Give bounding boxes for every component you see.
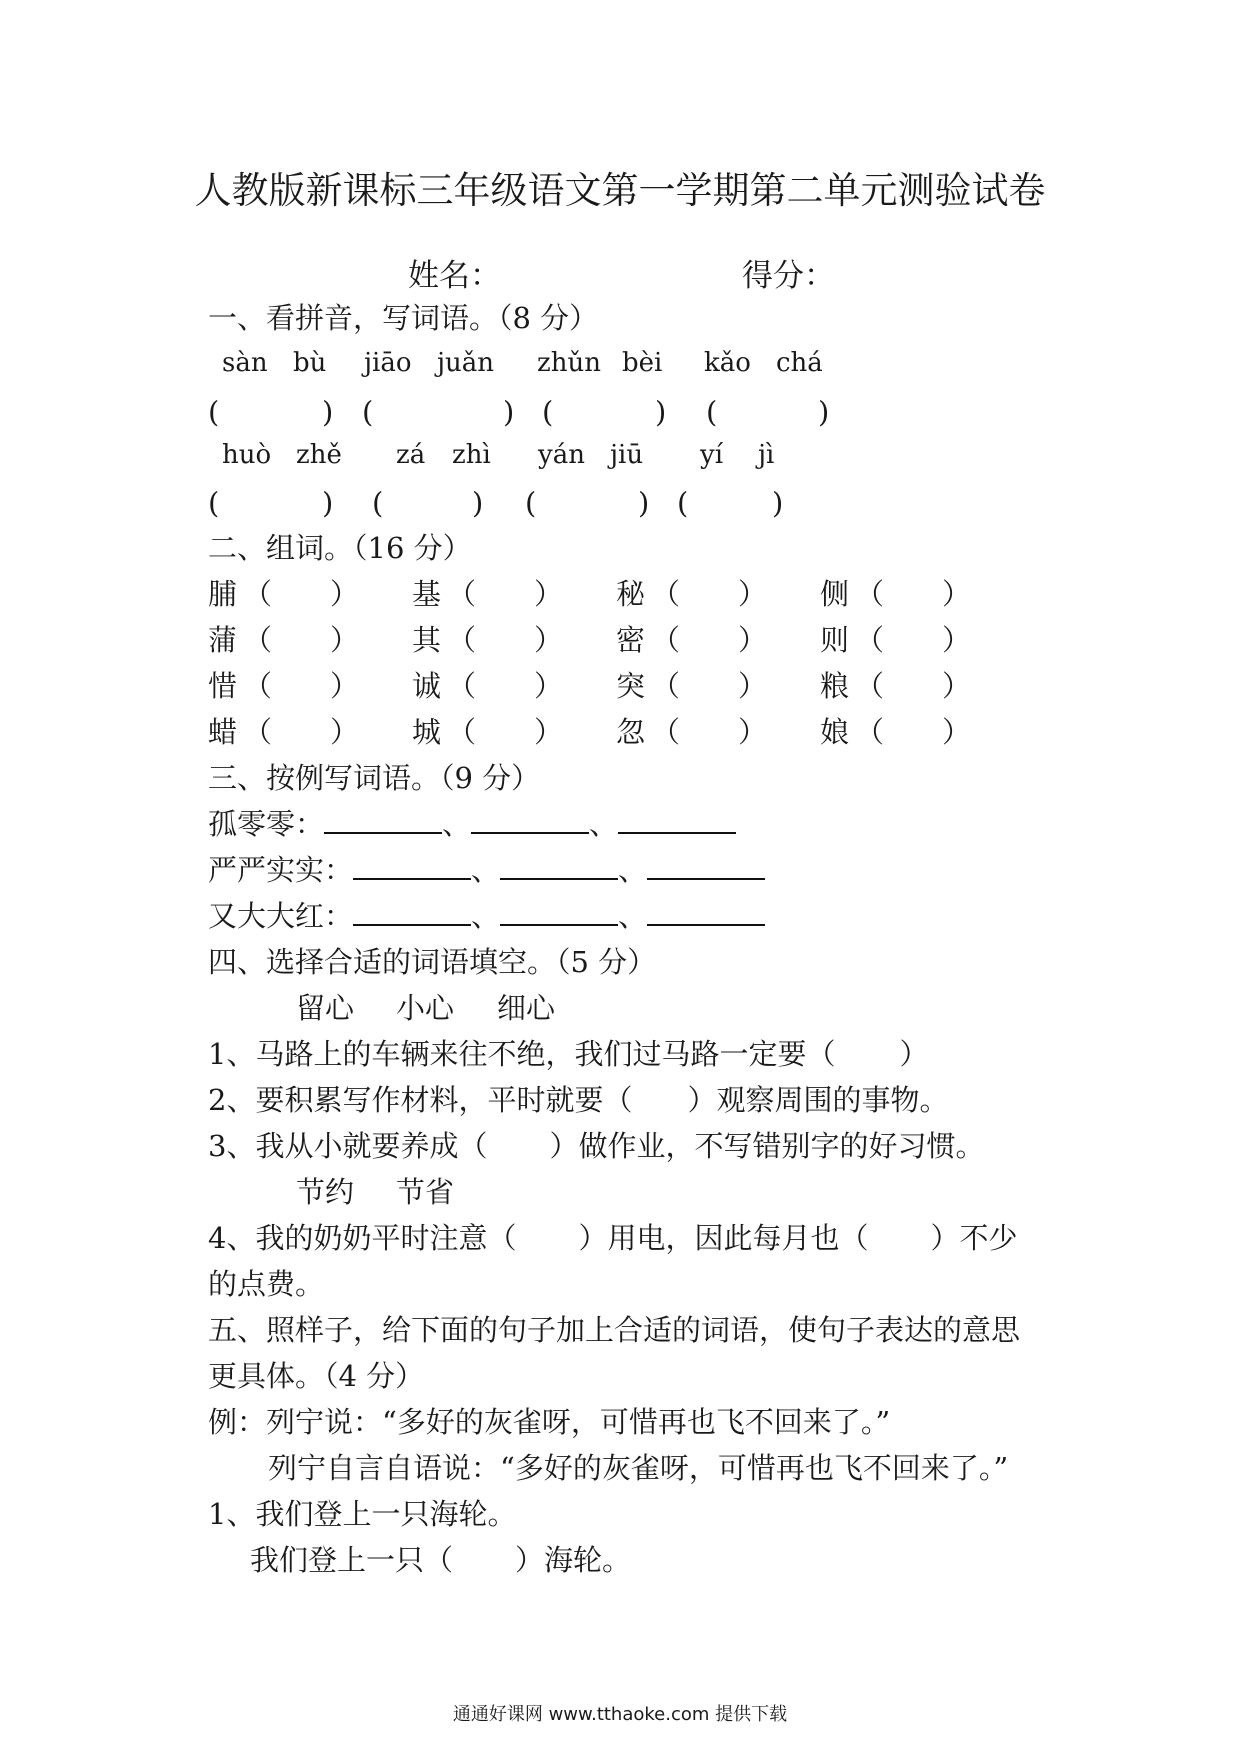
word-group-char: 其 xyxy=(412,623,442,657)
pattern-row-3 xyxy=(208,898,765,934)
close-paren: ） xyxy=(534,623,564,657)
pattern-row-1 xyxy=(208,806,736,842)
close-paren: ) xyxy=(472,486,484,520)
question-4-4-continued: 的点费。 xyxy=(208,1267,325,1301)
question-text: ）不少 xyxy=(930,1221,1018,1255)
open-paren[interactable]: ( xyxy=(677,486,689,520)
word-group-char: 突 xyxy=(616,669,646,703)
open-paren[interactable]: （ xyxy=(651,623,681,657)
close-paren: ) xyxy=(322,486,334,520)
close-paren: ) xyxy=(772,486,784,520)
pattern-example: 孤零零： xyxy=(208,807,325,841)
example-answer: 列宁自言自语说：“多好的灰雀呀，可惜再也飞不回来了。” xyxy=(268,1451,1009,1485)
word-group-char: 基 xyxy=(412,577,442,611)
question-4-4 xyxy=(208,1220,1017,1256)
close-paren: ) xyxy=(638,486,650,520)
question-text: ） xyxy=(899,1037,929,1071)
question-4-2 xyxy=(208,1082,948,1118)
open-paren[interactable]: （ xyxy=(855,715,885,749)
pinyin: jiū xyxy=(610,440,644,470)
open-paren[interactable]: （ xyxy=(447,623,477,657)
close-paren: ） xyxy=(738,669,768,703)
open-paren[interactable]: （ xyxy=(855,577,885,611)
question-text: ）做作业，不写错别字的好习惯。 xyxy=(549,1129,985,1163)
pattern-example: 严严实实： xyxy=(208,853,354,887)
section-1-heading: 一、看拼音，写词语。（8 分） xyxy=(208,301,599,335)
word-group-char: 蒲 xyxy=(208,623,238,657)
question-text: ）海轮。 xyxy=(515,1543,632,1577)
pinyin: juǎn xyxy=(437,348,495,378)
close-paren: ) xyxy=(818,395,830,429)
close-paren: ） xyxy=(942,715,972,749)
pinyin: huò xyxy=(222,440,272,470)
answer-blank[interactable] xyxy=(324,808,442,834)
close-paren: ） xyxy=(942,577,972,611)
pinyin: yí xyxy=(700,440,724,470)
answer-blank[interactable] xyxy=(353,854,471,880)
word-group-char: 蜡 xyxy=(208,715,238,749)
question-text: ）用电，因此每月也（ xyxy=(578,1221,869,1255)
open-paren[interactable]: （ xyxy=(651,715,681,749)
word-choice: 节省 xyxy=(396,1175,455,1209)
word-group-char: 脯 xyxy=(208,577,238,611)
open-paren[interactable]: （ xyxy=(243,577,273,611)
open-paren[interactable]: （ xyxy=(243,623,273,657)
open-paren[interactable]: （ xyxy=(651,669,681,703)
question-4-3 xyxy=(208,1128,984,1164)
word-group-char: 诚 xyxy=(412,669,442,703)
close-paren: ） xyxy=(738,623,768,657)
separator: 、 xyxy=(618,899,648,933)
close-paren: ） xyxy=(534,669,564,703)
close-paren: ） xyxy=(942,669,972,703)
pinyin: chá xyxy=(776,348,823,378)
close-paren: ） xyxy=(330,623,360,657)
question-4-1 xyxy=(208,1036,928,1072)
section-2-heading: 二、组词。（16 分） xyxy=(208,531,472,565)
close-paren: ） xyxy=(942,623,972,657)
open-paren[interactable]: （ xyxy=(651,577,681,611)
close-paren: ） xyxy=(738,715,768,749)
close-paren: ） xyxy=(330,669,360,703)
question-text: 3、我从小就要养成（ xyxy=(208,1129,488,1163)
word-choice: 细心 xyxy=(497,991,556,1025)
word-choice: 留心 xyxy=(296,991,355,1025)
word-group-char: 惜 xyxy=(208,669,238,703)
pinyin: zhì xyxy=(452,440,491,470)
pinyin: kǎo xyxy=(704,348,751,378)
separator: 、 xyxy=(471,899,501,933)
close-paren: ) xyxy=(322,395,334,429)
close-paren: ) xyxy=(503,395,515,429)
separator: 、 xyxy=(471,853,501,887)
pinyin: jì xyxy=(758,440,775,470)
question-text: 4、我的奶奶平时注意（ xyxy=(208,1221,517,1255)
word-group-char: 侧 xyxy=(820,577,850,611)
pinyin: jiāo xyxy=(364,348,412,378)
separator: 、 xyxy=(589,807,619,841)
open-paren[interactable]: ( xyxy=(542,395,554,429)
close-paren: ） xyxy=(330,715,360,749)
question-text: 2、要积累写作材料，平时就要（ xyxy=(208,1083,633,1117)
separator: 、 xyxy=(442,807,472,841)
question-text: ）观察周围的事物。 xyxy=(687,1083,949,1117)
question-text: 1、马路上的车辆来往不绝，我们过马路一定要（ xyxy=(208,1037,836,1071)
answer-blank[interactable] xyxy=(618,808,736,834)
open-paren[interactable]: ( xyxy=(706,395,718,429)
section-4-heading: 四、选择合适的词语填空。（5 分） xyxy=(208,945,657,979)
pinyin: yán xyxy=(538,440,585,470)
word-choice: 节约 xyxy=(296,1175,355,1209)
close-paren: ） xyxy=(330,577,360,611)
pinyin: sàn xyxy=(222,348,268,378)
close-paren: ） xyxy=(534,577,564,611)
answer-blank[interactable] xyxy=(471,808,589,834)
open-paren[interactable]: （ xyxy=(243,715,273,749)
word-group-char: 娘 xyxy=(820,715,850,749)
close-paren: ) xyxy=(655,395,667,429)
word-choice: 小心 xyxy=(396,991,455,1025)
pinyin: bèi xyxy=(622,348,663,378)
open-paren[interactable]: （ xyxy=(447,577,477,611)
answer-blank[interactable] xyxy=(500,900,618,926)
word-group-char: 忽 xyxy=(616,715,646,749)
question-text: 我们登上一只（ xyxy=(250,1543,454,1577)
open-paren[interactable]: ( xyxy=(362,395,374,429)
answer-blank[interactable] xyxy=(353,900,471,926)
open-paren[interactable]: ( xyxy=(525,486,537,520)
pattern-row-2 xyxy=(208,852,765,888)
separator: 、 xyxy=(618,853,648,887)
question-5-1-answer xyxy=(250,1542,631,1578)
word-group-char: 密 xyxy=(616,623,646,657)
answer-blank[interactable] xyxy=(647,854,765,880)
open-paren[interactable]: （ xyxy=(855,669,885,703)
pinyin: bù xyxy=(293,348,327,378)
close-paren: ） xyxy=(534,715,564,749)
open-paren[interactable]: （ xyxy=(855,623,885,657)
word-group-char: 城 xyxy=(412,715,442,749)
pattern-example: 又大大红： xyxy=(208,899,354,933)
section-5-heading: 五、照样子，给下面的句子加上合适的词语，使句子表达的意思 xyxy=(208,1313,1021,1347)
word-group-char: 则 xyxy=(820,623,850,657)
open-paren[interactable]: （ xyxy=(447,715,477,749)
pinyin: zhě xyxy=(296,440,342,470)
open-paren[interactable]: ( xyxy=(372,486,384,520)
pinyin: zhǔn xyxy=(537,348,601,378)
pinyin: zá xyxy=(396,440,426,470)
answer-blank[interactable] xyxy=(500,854,618,880)
word-group-char: 秘 xyxy=(616,577,646,611)
close-paren: ） xyxy=(738,577,768,611)
question-5-1: 1、我们登上一只海轮。 xyxy=(208,1497,517,1531)
open-paren[interactable]: （ xyxy=(447,669,477,703)
answer-blank[interactable] xyxy=(647,900,765,926)
footer-credit: 通通好课网 www.tthaoke.com 提供下载 xyxy=(452,1704,788,1725)
score-label: 得分： xyxy=(742,258,835,294)
open-paren[interactable]: （ xyxy=(243,669,273,703)
name-label: 姓名： xyxy=(408,258,501,294)
open-paren[interactable]: ( xyxy=(208,395,220,429)
example-sentence: 例：列宁说：“多好的灰雀呀，可惜再也飞不回来了。” xyxy=(208,1405,891,1439)
section-3-heading: 三、按例写词语。（9 分） xyxy=(208,761,541,795)
open-paren[interactable]: ( xyxy=(208,486,220,520)
page-title: 人教版新课标三年级语文第一学期第二单元测验试卷 xyxy=(194,169,1046,212)
section-5-heading-continued: 更具体。（4 分） xyxy=(208,1359,425,1393)
word-group-char: 粮 xyxy=(820,669,850,703)
